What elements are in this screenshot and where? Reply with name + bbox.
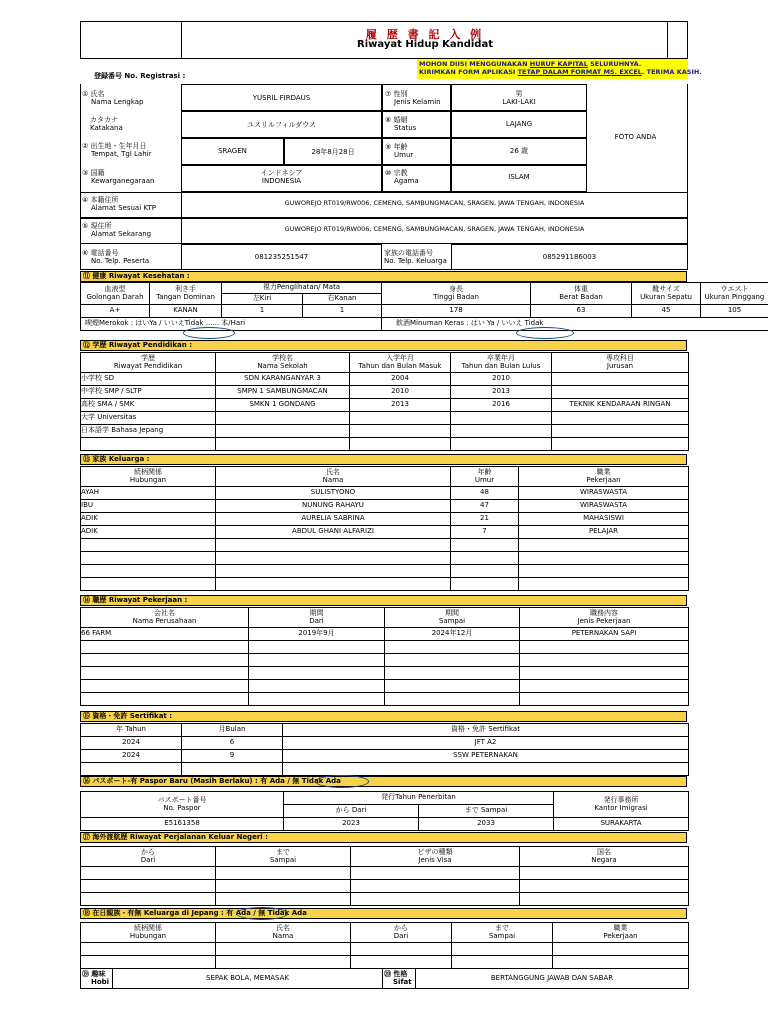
title-japanese: 履 歴 書 記 入 例: [365, 28, 485, 41]
edu-school: SMKN 1 GONDANG: [216, 399, 350, 412]
work-until: [385, 641, 520, 654]
work-job: [520, 693, 689, 706]
rel-from: [351, 943, 452, 956]
travel-header-country: 国名 Negara: [520, 847, 689, 867]
work-header-company: 会社名 Nama Perusahaan: [81, 608, 249, 628]
fam-age: 7: [451, 526, 519, 539]
phone-label: ⑥ 電話番号 No. Telp. Peserta: [82, 249, 150, 265]
work-job: PETERNAKAN SAPI: [520, 628, 689, 641]
passport-answer-circle: [315, 775, 369, 788]
hobby-value: SEPAK BOLA, MEMASAK: [113, 969, 383, 989]
rel-header-name: 氏名 Nama: [216, 923, 351, 943]
smoking-answer-circle: [183, 327, 235, 339]
hobby-label: ⑲ 趣味 Hobi: [81, 969, 113, 989]
nationality-label: ③ 国籍 Kewarganegaraan: [82, 169, 155, 185]
edu-grad: [451, 425, 552, 438]
edu-major: [552, 386, 689, 399]
phone-value: 081235251547: [254, 253, 309, 261]
passport-table: [80, 791, 689, 831]
rel-name: [216, 956, 351, 969]
rel-header-relation: 続柄関係 Hubungan: [81, 923, 216, 943]
work-until: [385, 693, 520, 706]
hand-value: KANAN: [150, 305, 222, 318]
relatives-table: [80, 922, 689, 969]
fam-name: [216, 552, 451, 565]
rel-relation: [81, 956, 216, 969]
edu-level: 日本語学 Bahasa Jepang: [81, 425, 216, 438]
edu-entry: 2013: [350, 399, 451, 412]
work-company: [81, 680, 249, 693]
edu-level: 高校 SMA / SMK: [81, 399, 216, 412]
travel-visa: [351, 867, 520, 880]
work-from: [249, 693, 385, 706]
fam-age: [451, 565, 519, 578]
work-company: [81, 667, 249, 680]
travel-table: [80, 846, 689, 906]
education-header-row: [81, 353, 689, 373]
work-until: [385, 654, 520, 667]
edu-school: [216, 425, 350, 438]
rel-from: [351, 956, 452, 969]
edu-level: 小学校 SD: [81, 373, 216, 386]
fam-relation: [81, 552, 216, 565]
work-header-from: 期間 Dari: [249, 608, 385, 628]
fam-name: AURELIA SABRINA: [216, 513, 451, 526]
edu-level: 大学 Universitas: [81, 412, 216, 425]
edu-school: SMPN 1 SAMBUNGMACAN: [216, 386, 350, 399]
work-job: [520, 641, 689, 654]
family-table: [80, 466, 689, 591]
rel-until: [452, 943, 553, 956]
edu-major: [552, 438, 689, 451]
edu-entry: [350, 412, 451, 425]
rel-header-job: 職業 Pekerjaan: [553, 923, 689, 943]
edu-grad: 2016: [451, 399, 552, 412]
travel-until: [216, 893, 351, 906]
edu-entry: [350, 425, 451, 438]
fam-name: NUNUNG RAHAYU: [216, 500, 451, 513]
family-header-row: [81, 467, 689, 487]
fam-age: 21: [451, 513, 519, 526]
table-row: [81, 943, 689, 956]
rel-relation: [81, 943, 216, 956]
table-row: [81, 750, 689, 763]
travel-header-row: [81, 847, 689, 867]
table-row: [81, 386, 689, 399]
edu-header-major: 専攻科目 Jurusan: [552, 353, 689, 373]
fam-age: 47: [451, 500, 519, 513]
table-row: [81, 425, 689, 438]
gender-label: ⑦ 性別 Jenis Kelamin: [385, 90, 441, 106]
edu-school: [216, 438, 350, 451]
header-box: [80, 21, 688, 59]
status-value: LAJANG: [505, 120, 533, 128]
passport-until-header: まで Sampai: [419, 805, 554, 818]
blood-header: 血液型 Golongan Darah: [81, 283, 150, 305]
work-header-row: [81, 608, 689, 628]
travel-section-header: ⑰ 海外渡航歴 Riwayat Perjalanan Keluar Negeri :: [80, 832, 687, 843]
religion-label: ⑩ 宗教 Agama: [385, 169, 419, 185]
vision-right-header: 右Kanan: [303, 294, 382, 305]
table-row: [81, 487, 689, 500]
travel-header-until: まで Sampai: [216, 847, 351, 867]
fam-job: [519, 578, 689, 591]
table-row: [81, 880, 689, 893]
work-until: [385, 667, 520, 680]
fam-relation: ADIK: [81, 526, 216, 539]
relatives-section-header: ⑱ 在日親族・有無 Keluarga di Jepang : 有 Ada / 無 Tidak Ada: [80, 908, 687, 919]
travel-header-from: から Dari: [81, 847, 216, 867]
cert-header-name: 資格・免許 Sertifikat: [283, 724, 689, 737]
certificate-section-header: ⑮ 資格・免許 Sertifikat :: [80, 711, 687, 722]
fam-name: [216, 565, 451, 578]
fam-header-name: 氏名 Nama: [216, 467, 451, 487]
certificate-table: [80, 723, 689, 776]
fam-job: PELAJAR: [519, 526, 689, 539]
passport-section-header: ⑯ パスポート-有 Paspor Baru (Masih Berlaku) : 有 Ada / 無 Tidak Ada: [80, 776, 687, 787]
edu-major: [552, 425, 689, 438]
vision-left-header: 左Kiri: [222, 294, 303, 305]
fam-job: WIRASWASTA: [519, 487, 689, 500]
table-row: [81, 526, 689, 539]
weight-value: 63: [531, 305, 632, 318]
fam-relation: [81, 578, 216, 591]
passport-no-header: パスポート番号 No. Paspor: [81, 792, 284, 818]
fam-job: MAHASISWI: [519, 513, 689, 526]
table-row: [81, 539, 689, 552]
cert-year: 2024: [81, 737, 182, 750]
trait-label: ⑳ 性格 Sifat: [383, 969, 416, 989]
fam-header-job: 職業 Pekerjaan: [519, 467, 689, 487]
work-until: [385, 680, 520, 693]
shoe-value: 45: [632, 305, 701, 318]
fam-age: [451, 539, 519, 552]
passport-office-value: SURAKARTA: [554, 818, 689, 831]
nationality-value: インドネシア INDONESIA: [260, 169, 303, 185]
edu-grad: 2010: [451, 373, 552, 386]
vision-right-value: 1: [303, 305, 382, 318]
edu-grad: 2013: [451, 386, 552, 399]
fam-job: [519, 539, 689, 552]
table-row: [81, 438, 689, 451]
cert-year: 2024: [81, 750, 182, 763]
address-label: ⑤ 現住所 Alamat Sekarang: [82, 222, 152, 238]
work-company: [81, 654, 249, 667]
table-row: [81, 373, 689, 386]
fam-name: [216, 539, 451, 552]
birth-place-value: SRAGEN: [218, 147, 247, 155]
religion-value: ISLAM: [508, 173, 530, 181]
edu-major: [552, 412, 689, 425]
edu-grad: [451, 412, 552, 425]
name-label: ① 氏名 Nama Lengkap: [82, 90, 144, 106]
edu-entry: 2010: [350, 386, 451, 399]
rel-name: [216, 943, 351, 956]
table-row: [81, 565, 689, 578]
travel-from: [81, 893, 216, 906]
edu-grad: [451, 438, 552, 451]
smoking-question: 喫煙Merokok : はいYa / いいえTidak ...... 本/Hari: [81, 318, 382, 331]
fam-name: [216, 578, 451, 591]
work-company: [81, 641, 249, 654]
table-row: [81, 513, 689, 526]
edu-entry: [350, 438, 451, 451]
work-company: 66 FARM: [81, 628, 249, 641]
ktp-value: GUWOREJO RT019/RW006, CEMENG, SAMBUNGMACAN, SRAGEN, JAWA TENGAH, INDONESIA: [284, 199, 585, 207]
weight-header: 体重 Berat Badan: [531, 283, 632, 305]
rel-header-from: から Dari: [351, 923, 452, 943]
cert-month: 6: [182, 737, 283, 750]
rel-job: [553, 956, 689, 969]
age-value: 26 歳: [509, 147, 529, 155]
fam-relation: [81, 539, 216, 552]
birth-label: ② 出生地・生年月日 Tempat, Tgl Lahir: [82, 142, 152, 158]
fam-relation: [81, 565, 216, 578]
edu-entry: 2004: [350, 373, 451, 386]
header-right-cell: [667, 22, 687, 58]
alcohol-answer-circle: [516, 327, 574, 339]
table-row: [81, 399, 689, 412]
travel-country: [520, 893, 689, 906]
edu-header-entry: 入学年月 Tahun dan Bulan Masuk: [350, 353, 451, 373]
edu-level: 中学校 SMP / SLTP: [81, 386, 216, 399]
fam-job: [519, 565, 689, 578]
table-row: [81, 578, 689, 591]
edu-major: TEKNIK KENDARAAN RINGAN: [552, 399, 689, 412]
katakana-value: ユスリルフィルダウス: [247, 121, 316, 129]
hand-header: 利き手 Tangan Dominan: [150, 283, 222, 305]
notice-line-2: KIRIMKAN FORM APLIKASI TETAP DALAM FORMAT MS. EXCEL. TERIMA KASIH.: [419, 68, 702, 76]
cert-header-month: 月Bulan: [182, 724, 283, 737]
travel-from: [81, 867, 216, 880]
travel-visa: [351, 880, 520, 893]
katakana-label: カタカナ Katakana: [90, 116, 123, 132]
work-table: [80, 607, 689, 706]
edu-major: [552, 373, 689, 386]
table-row: [81, 667, 689, 680]
work-section-header: ⑭ 職歴 Riwayat Pekerjaan :: [80, 595, 687, 606]
health-table: [80, 282, 768, 331]
table-row: [81, 500, 689, 513]
work-from: [249, 654, 385, 667]
travel-from: [81, 880, 216, 893]
registration-label: 登録番号 No. Registrasi :: [94, 72, 186, 80]
alcohol-question: 飲酒Minuman Keras : はい Ya / いいえ Tidak: [382, 318, 768, 331]
rel-job: [553, 943, 689, 956]
travel-country: [520, 867, 689, 880]
passport-from-value: 2023: [284, 818, 419, 831]
cert-name: JFT A2: [283, 737, 689, 750]
family-section-header: ⑬ 家族 Keluarga :: [80, 454, 687, 465]
header-left-cell: [81, 22, 182, 58]
table-row: [81, 737, 689, 750]
fam-age: [451, 552, 519, 565]
edu-school: [216, 412, 350, 425]
work-from: [249, 667, 385, 680]
hobby-trait-table: [80, 968, 689, 989]
edu-header-level: 学歴 Riwayat Pendidikan: [81, 353, 216, 373]
gender-value: 男 LAKI-LAKI: [502, 90, 536, 106]
travel-visa: [351, 893, 520, 906]
table-row: [81, 552, 689, 565]
page-title: Riwayat Hidup Kandidat: [357, 39, 493, 50]
height-value: 178: [382, 305, 531, 318]
work-from: [249, 680, 385, 693]
table-row: [81, 654, 689, 667]
fam-age: 48: [451, 487, 519, 500]
table-row: [81, 693, 689, 706]
birth-date-value: 28年8月28日: [311, 148, 355, 156]
age-label: ⑨ 年齢 Umur: [385, 143, 414, 159]
work-header-until: 期間 Sampai: [385, 608, 520, 628]
fam-age: [451, 578, 519, 591]
name-value: YUSRIL FIRDAUS: [252, 94, 311, 102]
phone-family-value: 085291186003: [542, 253, 597, 261]
address-value: GUWOREJO RT019/RW006, CEMENG, SAMBUNGMACAN, SRAGEN, JAWA TENGAH, INDONESIA: [284, 225, 585, 233]
edu-level: [81, 438, 216, 451]
passport-office-header: 発行事務所 Kantor Imigrasi: [554, 792, 689, 818]
fam-name: SULISTYONO: [216, 487, 451, 500]
travel-until: [216, 880, 351, 893]
work-from: [249, 641, 385, 654]
cert-month: 9: [182, 750, 283, 763]
table-row: [81, 412, 689, 425]
passport-until-value: 2033: [419, 818, 554, 831]
work-header-job: 職務内容 Jenis Pekerjaan: [520, 608, 689, 628]
edu-header-grad: 卒業年月 Tahun dan Bulan Lulus: [451, 353, 552, 373]
work-job: [520, 667, 689, 680]
height-header: 身長 Tinggi Badan: [382, 283, 531, 305]
travel-until: [216, 867, 351, 880]
passport-from-header: から Dari: [284, 805, 419, 818]
fam-job: WIRASWASTA: [519, 500, 689, 513]
fam-job: [519, 552, 689, 565]
edu-school: SDN KARANGANYAR 3: [216, 373, 350, 386]
education-table: [80, 352, 689, 451]
table-row: [81, 763, 689, 776]
passport-no-value: E5161358: [81, 818, 284, 831]
travel-country: [520, 880, 689, 893]
work-from: 2019年9月: [249, 628, 385, 641]
shoe-header: 靴サイズ Ukuran Sepatu: [632, 283, 701, 305]
relatives-answer-circle: [236, 907, 288, 920]
ktp-label: ④ 本籍住所 Alamat Sesuai KTP: [82, 196, 156, 212]
blood-value: A+: [81, 305, 150, 318]
fam-relation: ADIK: [81, 513, 216, 526]
table-row: [81, 893, 689, 906]
travel-header-visa: ビザの種類 Jenis Visa: [351, 847, 520, 867]
notice-box: [417, 59, 702, 79]
table-row: [81, 628, 689, 641]
photo-label: FOTO ANDA: [614, 133, 657, 141]
table-row: [81, 867, 689, 880]
fam-header-relation: 続柄関係 Hubungan: [81, 467, 216, 487]
table-row: [81, 641, 689, 654]
education-section-header: ⑫ 学歴 Riwayat Pendidikan :: [80, 340, 687, 351]
trait-value: BERTANGGUNG JAWAB DAN SABAR: [416, 969, 689, 989]
fam-name: ABDUL GHANI ALFARIZI: [216, 526, 451, 539]
work-job: [520, 654, 689, 667]
waist-value: 105: [701, 305, 768, 318]
work-job: [520, 680, 689, 693]
table-row: [81, 680, 689, 693]
table-row: [81, 956, 689, 969]
passport-issued-header: 発行Tahun Penerbitan: [284, 792, 554, 805]
status-label: ⑧ 婚姻 Status: [385, 116, 417, 132]
phone-family-label: 家族の電話番号 No. Telp. Keluarga: [384, 249, 447, 265]
vision-header: 視力Penglihatan/ Mata: [222, 283, 382, 294]
vision-left-value: 1: [222, 305, 303, 318]
rel-until: [452, 956, 553, 969]
rel-header-until: まで Sampai: [452, 923, 553, 943]
fam-relation: IBU: [81, 500, 216, 513]
cert-name: SSW PETERNAKAN: [283, 750, 689, 763]
cert-header-row: [81, 724, 689, 737]
waist-header: ウエスト Ukuran Pinggang: [701, 283, 768, 305]
edu-header-school: 学校名 Nama Sekolah: [216, 353, 350, 373]
health-section-header: ⑪ 健康 Riwayat Kesehatan :: [80, 271, 687, 282]
fam-header-age: 年齢 Umur: [451, 467, 519, 487]
relatives-header-row: [81, 923, 689, 943]
fam-relation: AYAH: [81, 487, 216, 500]
cert-header-year: 年 Tahun: [81, 724, 182, 737]
work-until: 2024年12月: [385, 628, 520, 641]
notice-line-1: MOHON DIISI MENGGUNAKAN HURUF KAPITAL SELURUHNYA.: [419, 60, 642, 68]
work-company: [81, 693, 249, 706]
